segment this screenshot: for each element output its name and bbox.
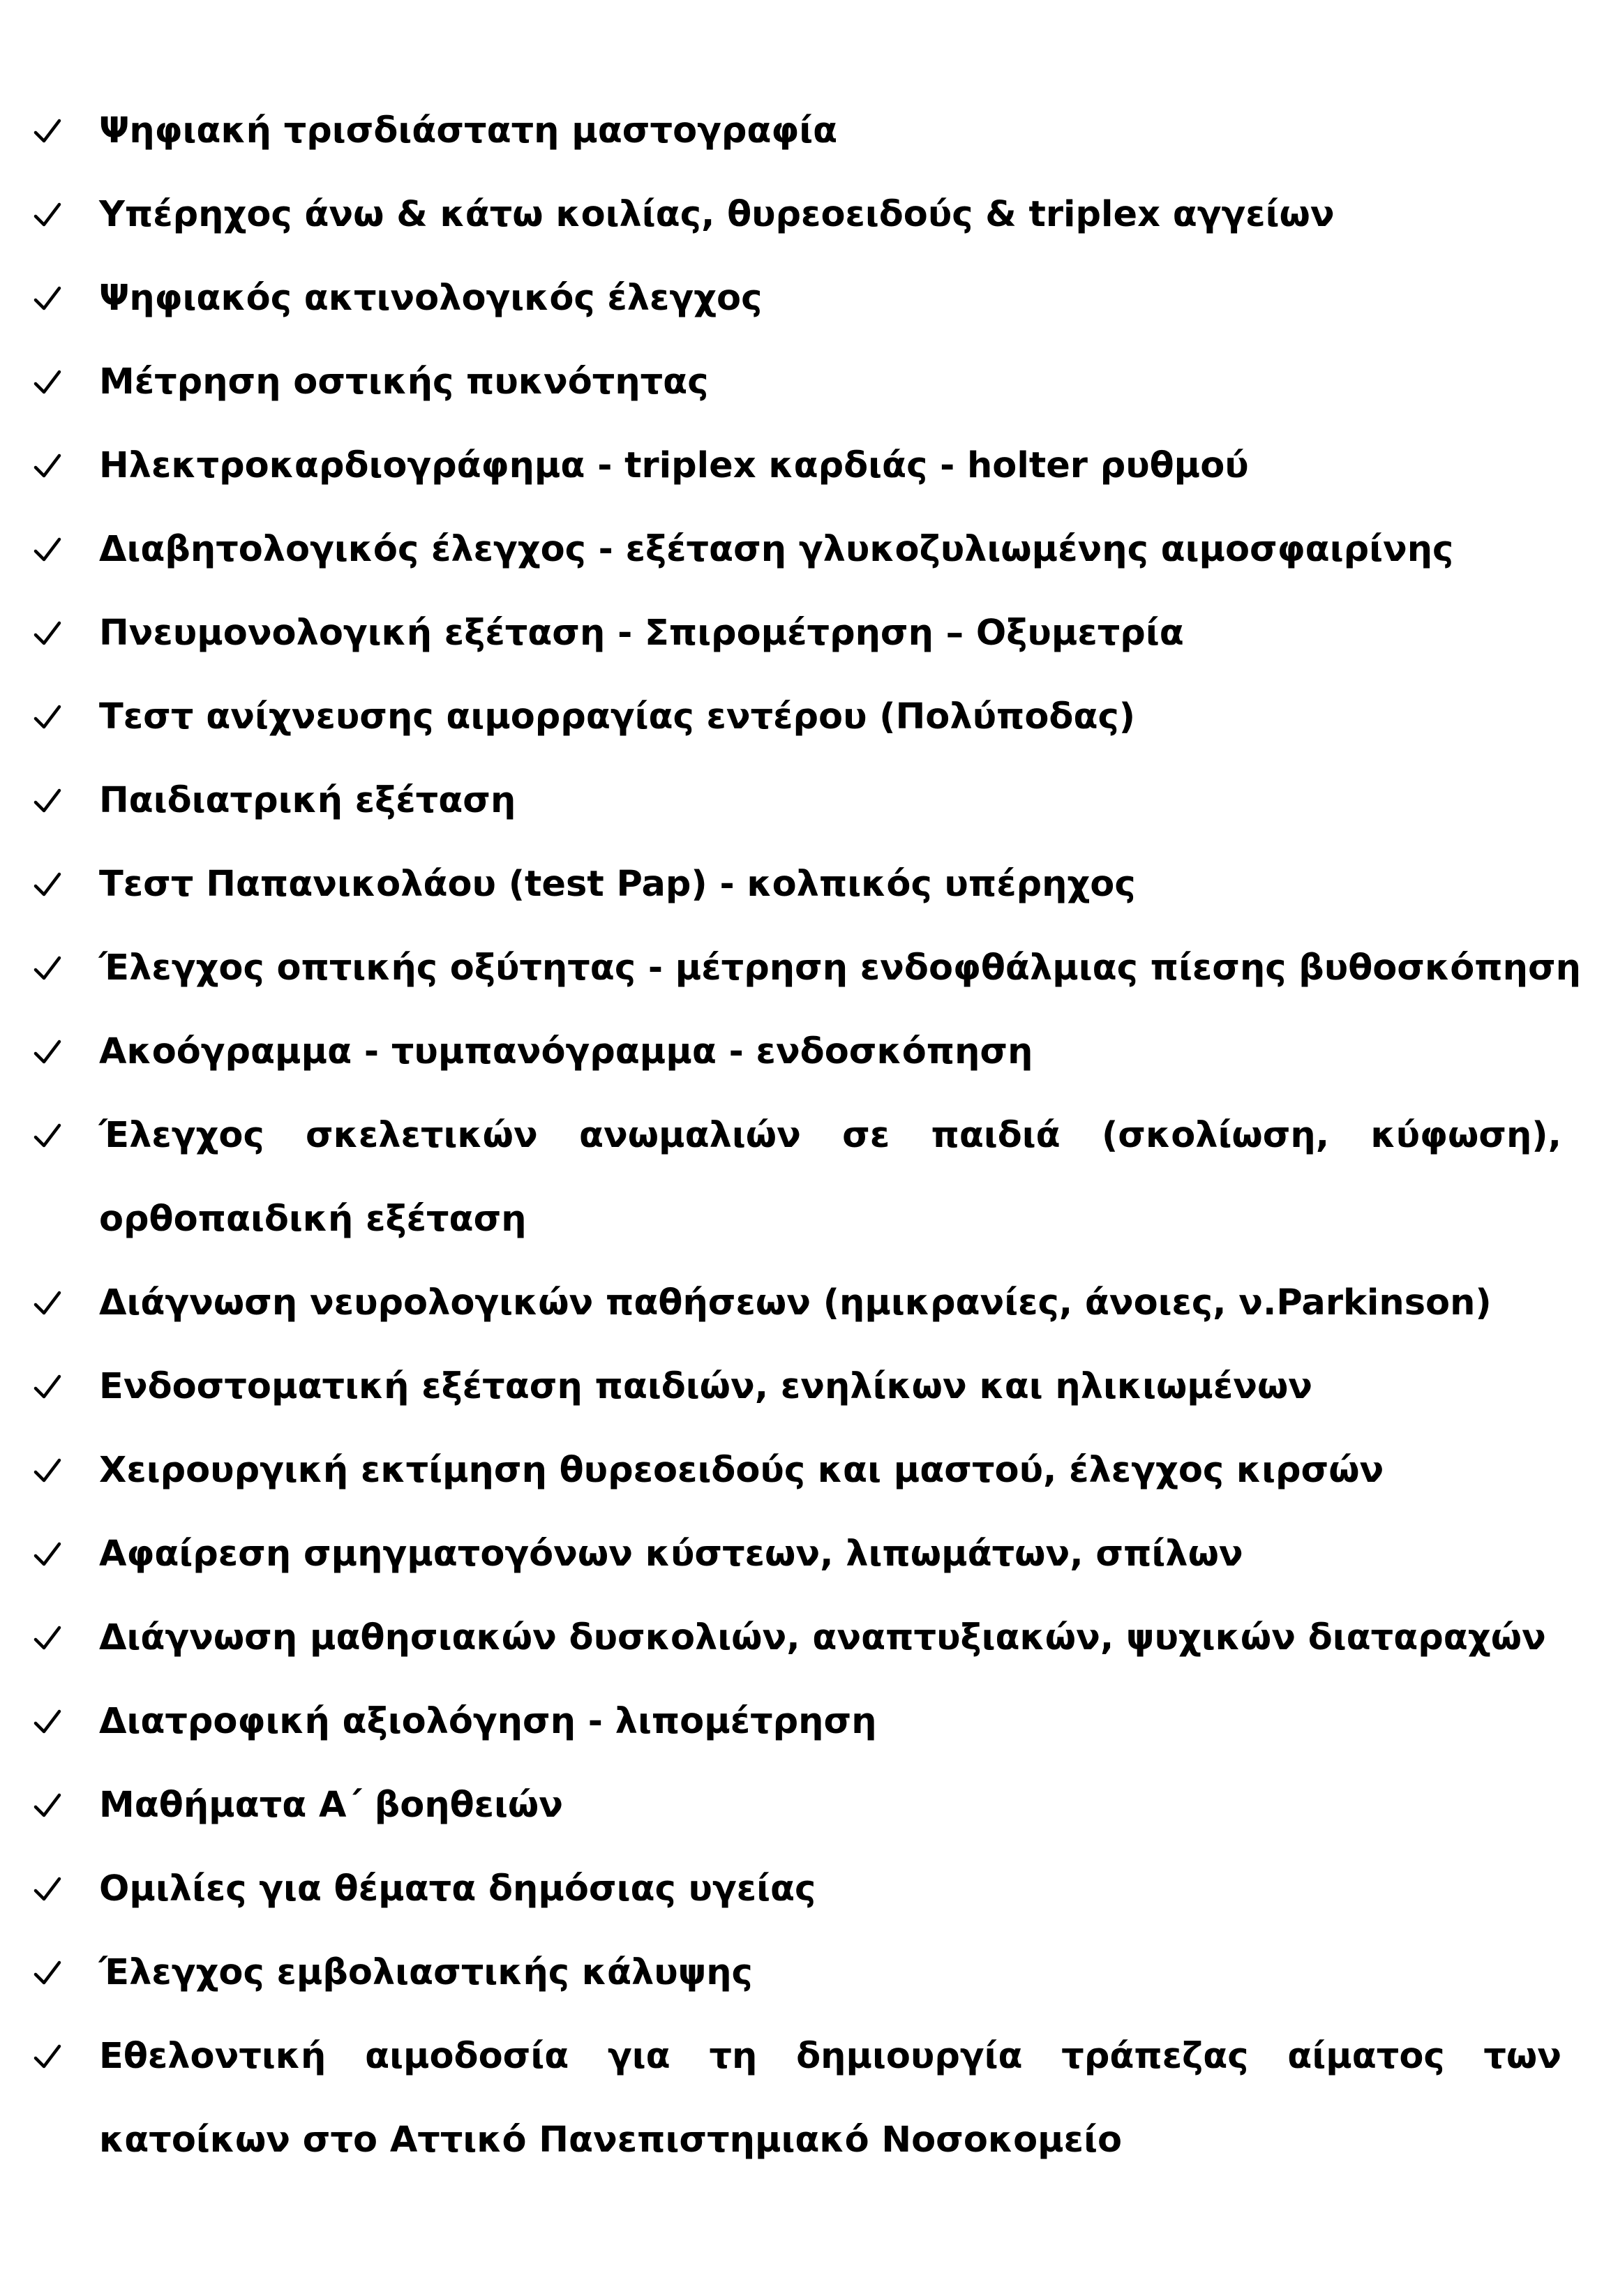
- checkmark-icon: [33, 2015, 66, 2099]
- checkmark-icon: [33, 1931, 66, 2015]
- list-item: [33, 926, 1581, 1010]
- list-item-text: Εθελοντική αιμοδοσία για τη δημιουργία τράπεζας αίματος των κατοίκων στο Αττικό Πανεπιστημιακό Νοσοκομείο: [99, 2036, 1561, 2161]
- list-item-text: Ηλεκτροκαρδιογράφημα - triplex καρδιάς - holter ρυθμού: [99, 445, 1249, 486]
- list-item: [33, 1931, 1561, 2015]
- list-item: [33, 759, 1561, 843]
- list-item-text: Ακοόγραμμα - τυμπανόγραμμα - ενδοσκόπηση: [99, 1031, 1033, 1072]
- list-item-text: Έλεγχος σκελετικών ανωμαλιών σε παιδιά (σκολίωση, κύφωση), ορθοπαιδική εξέταση: [99, 1115, 1561, 1240]
- list-item: [33, 1261, 1561, 1345]
- checkmark-icon: [33, 592, 66, 675]
- checkmark-icon: [33, 1429, 66, 1513]
- checkmark-icon: [33, 1764, 66, 1847]
- list-item: [33, 1596, 1561, 1680]
- checkmark-icon: [33, 257, 66, 340]
- checkmark-icon: [33, 1094, 66, 1178]
- checkmark-icon: [33, 1847, 66, 1931]
- list-item: [33, 843, 1561, 926]
- list-item: [33, 2015, 1561, 2182]
- list-item-text: Έλεγχος εμβολιαστικής κάλυψης: [99, 1952, 753, 1993]
- list-item-text: Ενδοστοματική εξέταση παιδιών, ενηλίκων και ηλικιωμένων: [99, 1366, 1313, 1407]
- list-item-text: Έλεγχος οπτικής οξύτητας - μέτρηση ενδοφθάλμιας πίεσης βυθοσκόπηση: [99, 947, 1581, 989]
- checkmark-icon: [33, 759, 66, 843]
- list-item-text: Μαθήματα Α΄ βοηθειών: [99, 1785, 563, 1826]
- list-item: [33, 1513, 1561, 1596]
- checkmark-icon: [33, 1010, 66, 1094]
- list-item-text: Διατροφική αξιολόγηση - λιπομέτρηση: [99, 1701, 877, 1742]
- list-item: [33, 1429, 1561, 1513]
- list-item: [33, 675, 1561, 759]
- list-item: [33, 1010, 1561, 1094]
- list-item-text: Μέτρηση οστικής πυκνότητας: [99, 361, 709, 403]
- list-item-text: Ομιλίες για θέματα δημόσιας υγείας: [99, 1868, 816, 1909]
- checkmark-icon: [33, 1513, 66, 1596]
- services-checklist: [33, 89, 1581, 2182]
- list-item-text: Διάγνωση μαθησιακών δυσκολιών, αναπτυξιακών, ψυχικών διαταραχών: [99, 1617, 1546, 1658]
- list-item: [33, 1764, 1561, 1847]
- list-item: [33, 173, 1561, 257]
- list-item-text: Ψηφιακός ακτινολογικός έλεγχος: [99, 278, 763, 319]
- list-item-text: Ψηφιακή τρισδιάστατη μαστογραφία: [99, 110, 838, 151]
- list-item: [33, 508, 1561, 592]
- checkmark-icon: [33, 89, 66, 173]
- list-item: [33, 424, 1561, 508]
- checkmark-icon: [33, 926, 66, 1010]
- list-item-text: Χειρουργική εκτίμηση θυρεοειδούς και μαστού, έλεγχος κιρσών: [99, 1450, 1384, 1491]
- list-item-text: Διάγνωση νευρολογικών παθήσεων (ημικρανίες, άνοιες, ν.Parkinson): [99, 1282, 1492, 1323]
- list-item: [33, 340, 1561, 424]
- list-item-text: Διαβητολογικός έλεγχος - εξέταση γλυκοζυλιωμένης αιμοσφαιρίνης: [99, 529, 1454, 570]
- list-item: [33, 1094, 1561, 1261]
- list-item-text: Υπέρηχος άνω & κάτω κοιλίας, θυρεοειδούς & triplex αγγείων: [99, 194, 1335, 235]
- list-item: [33, 592, 1561, 675]
- list-item-text: Αφαίρεση σμηγματογόνων κύστεων, λιπωμάτων, σπίλων: [99, 1533, 1243, 1575]
- checkmark-icon: [33, 508, 66, 592]
- list-item: [33, 257, 1561, 340]
- list-item: [33, 1345, 1561, 1429]
- checkmark-icon: [33, 675, 66, 759]
- list-item: [33, 89, 1561, 173]
- checkmark-icon: [33, 340, 66, 424]
- list-item: [33, 1847, 1561, 1931]
- list-item-text: Πνευμονολογική εξέταση - Σπιρομέτρηση – Οξυμετρία: [99, 613, 1184, 654]
- list-item: [33, 1680, 1561, 1764]
- checkmark-icon: [33, 424, 66, 508]
- checkmark-icon: [33, 843, 66, 926]
- checkmark-icon: [33, 1596, 66, 1680]
- list-item-text: Τεστ ανίχνευσης αιμορραγίας εντέρου (Πολύποδας): [99, 696, 1136, 737]
- checkmark-icon: [33, 1345, 66, 1429]
- list-item-text: Παιδιατρική εξέταση: [99, 780, 516, 821]
- checkmark-icon: [33, 1680, 66, 1764]
- list-item-text: Τεστ Παπανικολάου (test Pap) - κολπικός υπέρηχος: [99, 864, 1136, 905]
- checkmark-icon: [33, 1261, 66, 1345]
- checkmark-icon: [33, 173, 66, 257]
